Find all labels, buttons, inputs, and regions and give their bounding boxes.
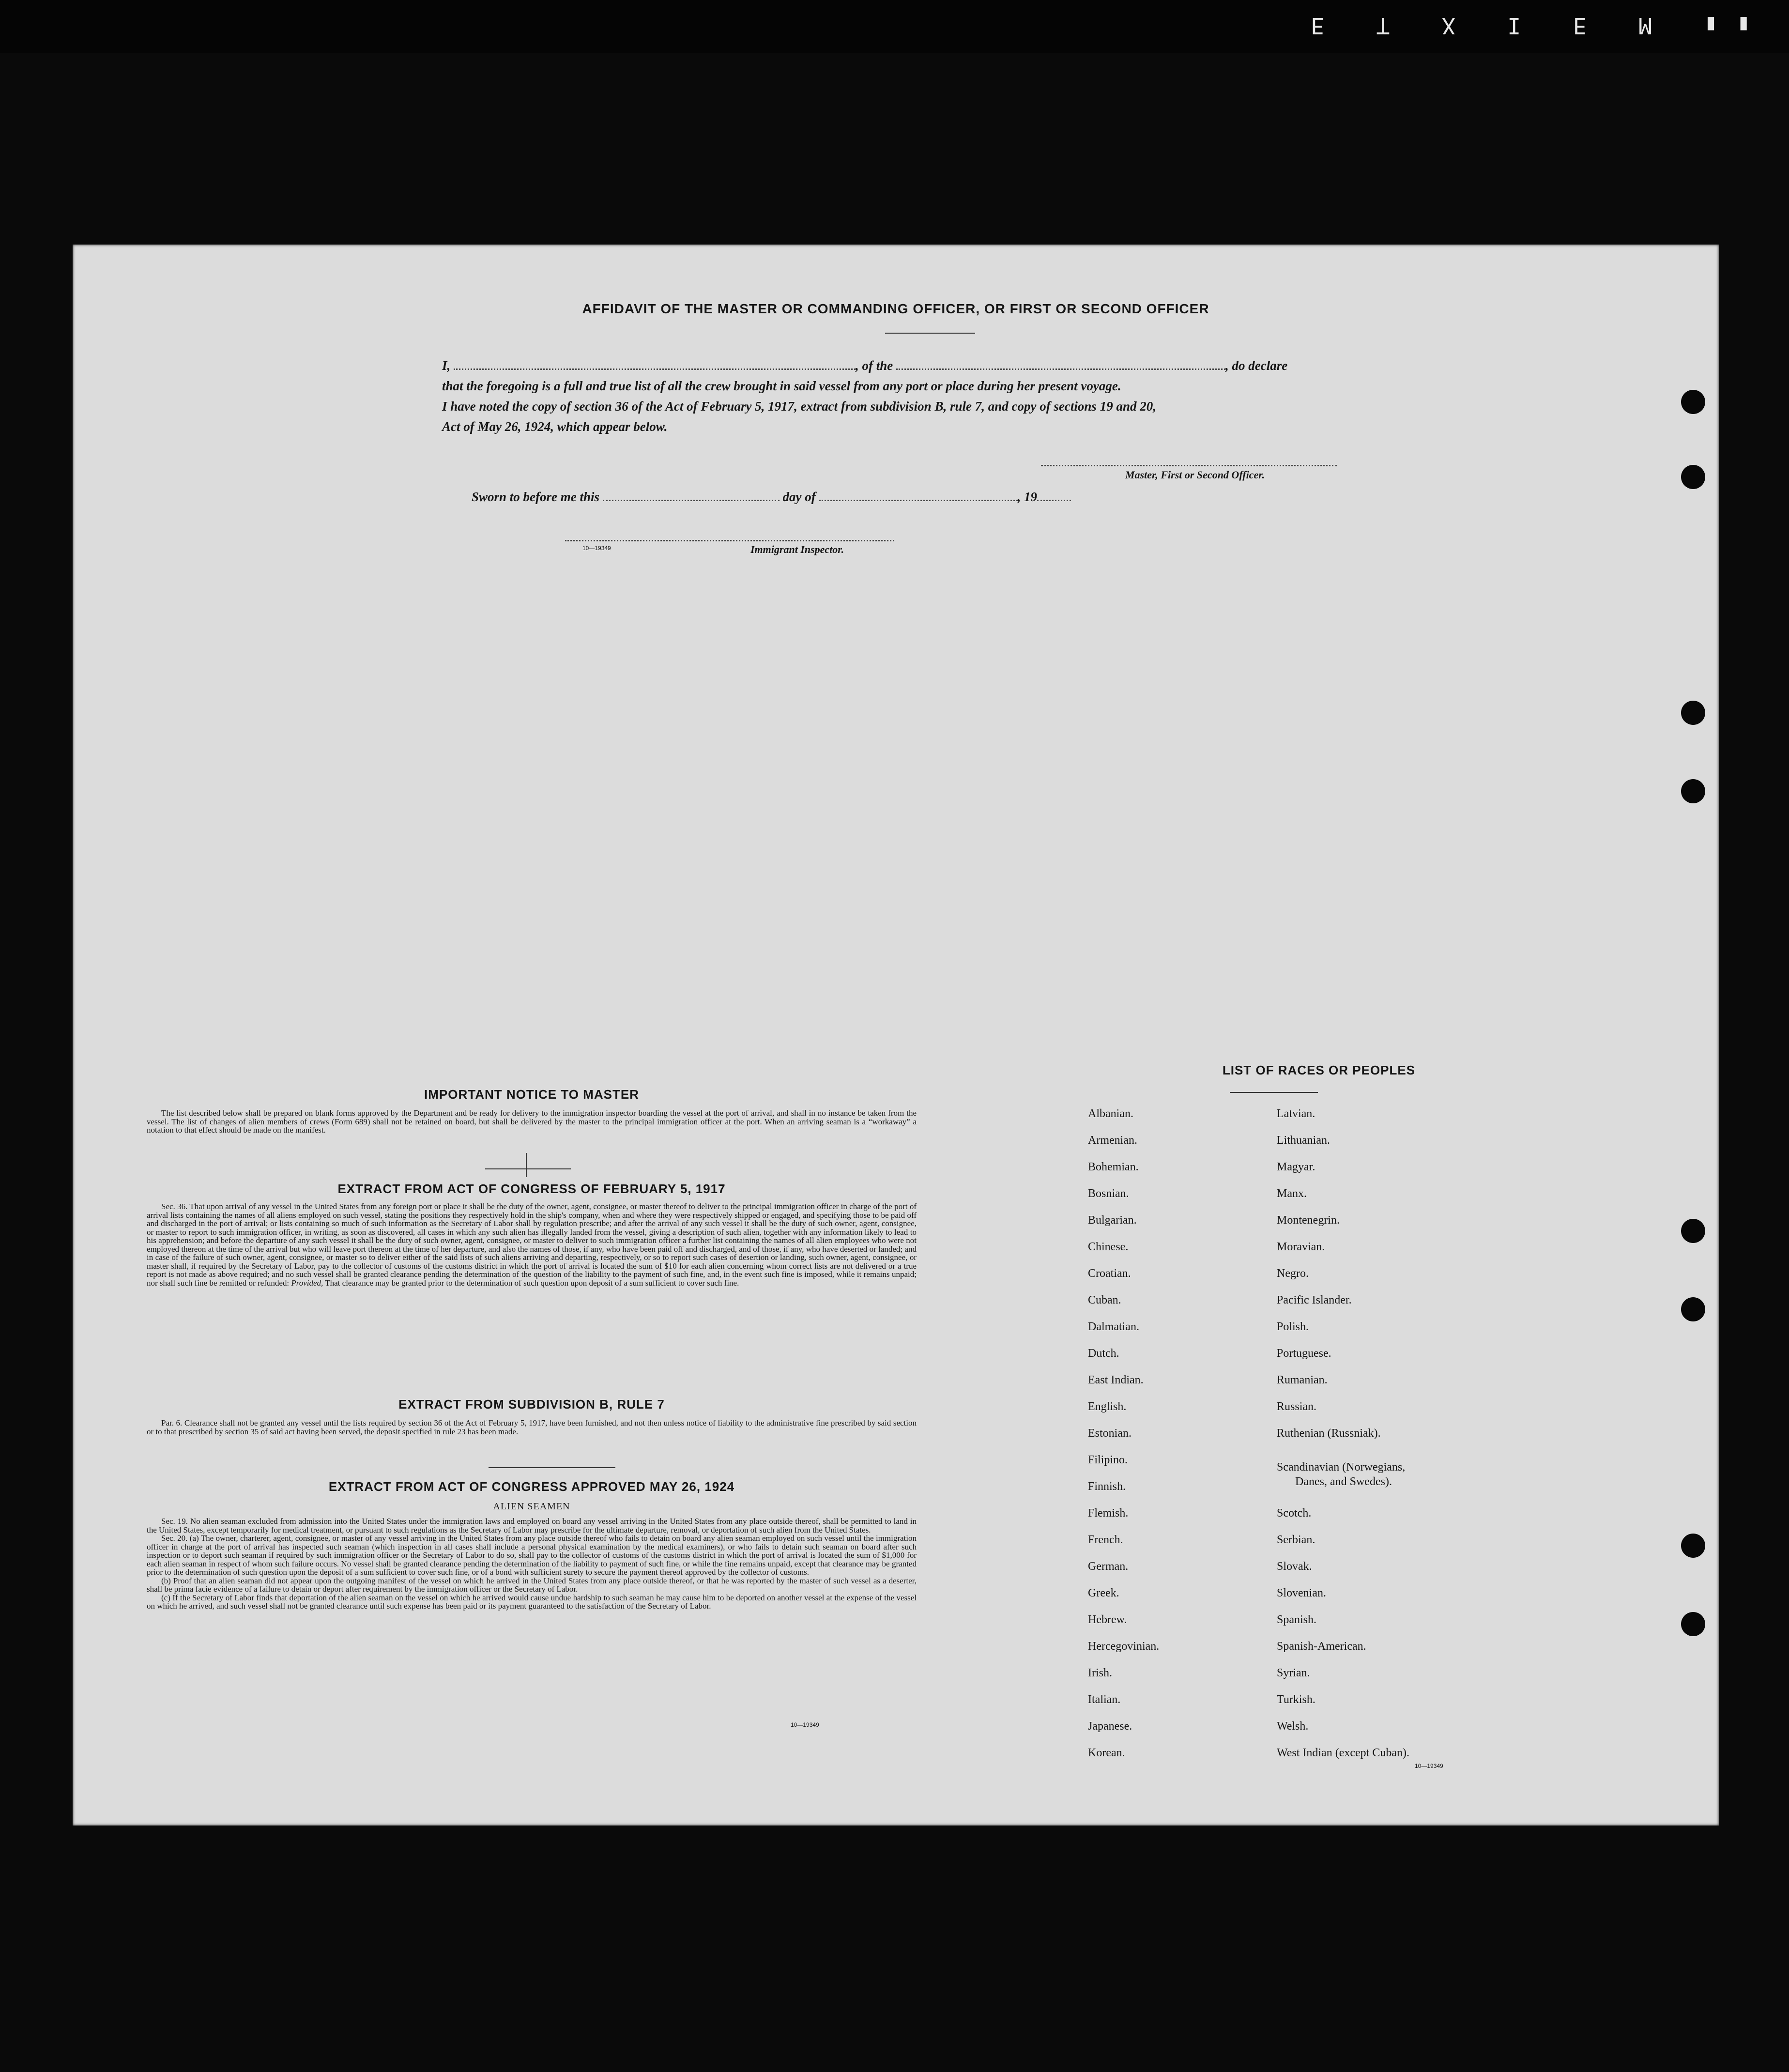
master-signature-line (1041, 465, 1337, 466)
race-item: Finnish. (1088, 1480, 1126, 1493)
race-item: Dalmatian. (1088, 1320, 1139, 1333)
declaration-do-declare: , do declare (1225, 358, 1288, 373)
race-item: Danes, and Swedes). (1295, 1475, 1392, 1488)
races-form-number: 10—19349 (1415, 1763, 1443, 1769)
races-title: LIST OF RACES OR PEOPLES (1222, 1063, 1416, 1077)
race-item: Armenian. (1088, 1134, 1137, 1147)
vessel-blank (896, 360, 1225, 370)
punch-hole (1681, 701, 1705, 725)
master-signature-label: Master, First or Second Officer. (1125, 469, 1265, 481)
race-item: Albanian. (1088, 1107, 1133, 1120)
race-item: Dutch. (1088, 1347, 1119, 1360)
punch-hole (1681, 1534, 1705, 1558)
affidavit-form-number: 10—19349 (582, 545, 611, 552)
race-item: Chinese. (1088, 1241, 1129, 1253)
race-item: Spanish. (1277, 1613, 1317, 1626)
race-item: Ruthenian (Russniak). (1277, 1427, 1381, 1440)
declaration-line-2: that the foregoing is a full and true list of all the crew brought in said vessel from any port or place during her present voyage. (442, 379, 1121, 393)
punch-hole (1681, 1297, 1705, 1321)
race-item: Bohemian. (1088, 1161, 1139, 1173)
extract-rule7-title: EXTRACT FROM SUBDIVISION B, RULE 7 (398, 1397, 665, 1412)
sworn-line (472, 490, 1071, 505)
race-item: Polish. (1277, 1320, 1309, 1333)
notice-rule (485, 1168, 571, 1169)
race-item: Cuban. (1088, 1294, 1121, 1306)
film-strip (0, 0, 1789, 53)
race-item: West Indian (except Cuban). (1277, 1747, 1409, 1759)
race-item: Croatian. (1088, 1267, 1131, 1280)
extract-rule7-text: Par. 6. Clearance shall not be granted any vessel until the lists required by section 36 of the Act of February 5, 1917, have been furnished, and not then unless notice of liability to the administrative fine prescribed by said section or to that prescribed by section 35 of said act having been served, the deposit specified in rule 23 has been made. (147, 1418, 917, 1436)
race-item: Rumanian. (1277, 1374, 1328, 1386)
sworn-year-blank (1037, 491, 1071, 501)
race-item: Slovak. (1277, 1560, 1312, 1573)
sworn-month-blank (819, 491, 1018, 501)
extract-1917-body: Sec. 36. That upon arrival of any vessel in the United States from any foreign port or place it shall be the duty of the owner, agent, consignee, or master thereof to deliver to the principal immigration officer in charge of the port of arrival lists containing the names of all aliens employed on such vessel, stating the positions they respectively hold in the ship's company, when and where they were respectively shipped or engaged, and specifying those to be paid off and discharged in the port of arrival; or lists containing so much of such information as the Secretary of Labor shall by regulation prescribe; and after the arrival of any such vessel it shall be the duty of such owner, agent, consignee, or master to report to such immigration officer, in writing, as soon as discovered, all cases in which any such alien has illegally landed from the vessel, giving a description of such alien, together with any information likely to lead to his apprehension; and before the departure of any such vessel it shall be the duty of such owner, agent, consignee, or master to deliver to such immigration officer a further list containing the names of all alien employees who were not employed thereon at the time of the arrival but who will leave port thereon at the time of her departure, and also the names of those, if any, who have been paid off and discharged, and of those, if any, who have deserted or landed; and in case of the failure of such owner, agent, consignee, or master so to deliver either of the said lists of such aliens arriving and departing, respectively, or so to report such cases of desertion or landing, such owner, agent, consignee, or master shall, if required by the Secretary of Labor, pay to the collector of customs of the customs district in which the port of arrival is located the sum of $10 for each alien concerning whom correct lists are not delivered or a true report is not made as above required; and no such vessel shall be granted clearance pending the determination of the question of the liability to the payment of such fine, and, in the event such fine is imposed, while it remains unpaid; nor shall such fine be remitted or refunded: (147, 1202, 917, 1288)
notice-text: The list described below shall be prepared on blank forms approved by the Department and be ready for delivery to the immigration inspector boarding the vessel at the port of arrival, and shall in no instance be taken from the vessel. The list of changes of alien members of crews (Form 689) shall not be retained on board, but shall be delivered by the master to the principal immigration officer at the port. When an arriving seaman is a “workaway” a notation to that effect should be made on the manifest. (147, 1108, 917, 1135)
race-item: Russian. (1277, 1400, 1317, 1413)
rule7-rule (489, 1467, 615, 1468)
sworn-date-blank (603, 491, 780, 501)
sworn-day-of: day of (782, 490, 816, 504)
race-item: German. (1088, 1560, 1129, 1573)
race-item: Negro. (1277, 1267, 1309, 1280)
race-item: Welsh. (1277, 1720, 1309, 1733)
race-item: Latvian. (1277, 1107, 1315, 1120)
extract-1917-proviso-text: That clearance may be granted prior to the determination of such question upon deposit of a sum sufficient to cover such fine. (325, 1278, 739, 1288)
race-item: Bosnian. (1088, 1187, 1129, 1200)
declaration-line-3: I have noted the copy of section 36 of the Act of February 5, 1917, extract from subdivision B, rule 7, and copy of sections 19 and 20, (442, 399, 1156, 414)
race-item: Korean. (1088, 1747, 1125, 1759)
punch-hole (1681, 465, 1705, 489)
extract-1924-title: EXTRACT FROM ACT OF CONGRESS APPROVED MAY 26, 1924 (328, 1479, 735, 1494)
race-item: Hercegovinian. (1088, 1640, 1160, 1653)
title-rule (885, 333, 975, 334)
race-item: Syrian. (1277, 1667, 1310, 1679)
race-item: Moravian. (1277, 1241, 1325, 1253)
sec-19-text: Sec. 19. No alien seaman excluded from admission into the United States under the immigration laws and employed on board any vessel arriving in the United States from any place outside thereof, shall be permitted to land in the United States, except temporarily for medical treatment, or pursuant to such regulations as the Secretary of Labor may prescribe for the ultimate departure, removal, or deportation of such alien from the United States. (147, 1517, 917, 1535)
extract-1917-proviso: Provided, (291, 1278, 323, 1288)
race-item: Filipino. (1088, 1454, 1128, 1466)
extract-1917-text (147, 1202, 917, 1287)
race-item: Greek. (1088, 1587, 1119, 1599)
race-item: Flemish. (1088, 1507, 1129, 1519)
race-item: English. (1088, 1400, 1127, 1413)
declaration-of-the: , of the (856, 358, 893, 373)
race-item: Italian. (1088, 1693, 1121, 1706)
document-sheet (73, 245, 1719, 1826)
punch-hole (1681, 1612, 1705, 1636)
affidavit-title: AFFIDAVIT OF THE MASTER OR COMMANDING OFFICER, OR FIRST OR SECOND OFFICER (582, 301, 1209, 316)
race-item: Spanish-American. (1277, 1640, 1366, 1653)
sec-20a-text: Sec. 20. (a) The owner, charterer, agent, consignee, or master of any vessel arriving in the United States from any place outside thereof who fails to detain on board any alien seaman employed on such vessel until the immigration officer in charge at the port of arrival has inspected such seaman (which inspection in all cases shall include a personal physical examination by the medical examiners), or who fails to detain such seaman on board after such inspection or to deport such seaman if required by such immigration officer or the Secretary of Labor to do so, shall pay to the collector of customs of the customs district in which the port of arrival is located the sum of $1,000 for each alien seaman in respect of whom such failure occurs. No vessel shall be granted clearance pending the determination of the liability to payment of such fine, or while the fine remains unpaid, except that clearance may be granted prior to the determination of such question upon the deposit of a sum sufficient to cover such fine, or of a bond with sufficient surety to secure the payment thereof approved by the collector of customs. (147, 1534, 917, 1577)
declaration-line-1 (442, 358, 1287, 373)
race-item: Japanese. (1088, 1720, 1132, 1733)
sec-20b-text: (b) Proof that an alien seaman did not appear upon the outgoing manifest of the vessel on which he arrived in the United States from any place outside thereof, or that he was reported by the master of such vessel as a deserter, shall be prima facie evidence of a failure to detain or deport after requirement by the immigration officer or the Secretary of Labor. (147, 1576, 917, 1594)
extract-1924-text (147, 1517, 917, 1611)
race-item: Turkish. (1277, 1693, 1315, 1706)
sec-20c-text: (c) If the Secretary of Labor finds that deportation of the alien seaman on the vessel on which he arrived would cause undue hardship to such seaman he may cause him to be deported on another vessel at the expense of the vessel on which he arrived, and such vessel shall not be granted clearance until such expense has been paid or its payment guaranteed to the satisfaction of the Secretary of Labor. (147, 1593, 917, 1611)
race-item: Portuguese. (1277, 1347, 1331, 1360)
race-item: Estonian. (1088, 1427, 1132, 1440)
race-item: Magyar. (1277, 1161, 1315, 1173)
sworn-before-me: Sworn to before me this (472, 490, 600, 504)
declaration-line-4: Act of May 26, 1924, which appear below. (442, 419, 668, 434)
race-item: French. (1088, 1534, 1123, 1546)
notice-rule-mark (526, 1153, 527, 1177)
race-item: Bulgarian. (1088, 1214, 1137, 1227)
race-item: Slovenian. (1277, 1587, 1326, 1599)
races-rule (1230, 1092, 1318, 1093)
race-item: Scotch. (1277, 1507, 1312, 1519)
extract-1917-title: EXTRACT FROM ACT OF CONGRESS OF FEBRUARY 5, 1917 (337, 1182, 726, 1196)
name-blank (454, 360, 856, 370)
punch-hole (1681, 390, 1705, 414)
punch-hole (1681, 779, 1705, 803)
race-item: Scandinavian (Norwegians, (1277, 1461, 1406, 1473)
race-item: Serbian. (1277, 1534, 1315, 1546)
film-marks: E T X I E M ▮▮ (1311, 13, 1770, 39)
race-item: Lithuanian. (1277, 1134, 1330, 1147)
declaration-i: I, (442, 358, 451, 373)
alien-seamen-subtitle: ALIEN SEAMEN (493, 1501, 570, 1512)
race-item: East Indian. (1088, 1374, 1144, 1386)
race-item: Pacific Islander. (1277, 1294, 1352, 1306)
notice-title: IMPORTANT NOTICE TO MASTER (424, 1087, 639, 1102)
race-item: Hebrew. (1088, 1613, 1127, 1626)
extract-form-number: 10—19349 (791, 1721, 819, 1728)
punch-hole (1681, 1219, 1705, 1243)
race-item: Manx. (1277, 1187, 1307, 1200)
race-item: Montenegrin. (1277, 1214, 1340, 1227)
inspector-signature-label: Immigrant Inspector. (750, 543, 844, 555)
inspector-signature-line (565, 540, 894, 541)
sworn-year: , 19 (1017, 490, 1038, 504)
race-item: Irish. (1088, 1667, 1112, 1679)
